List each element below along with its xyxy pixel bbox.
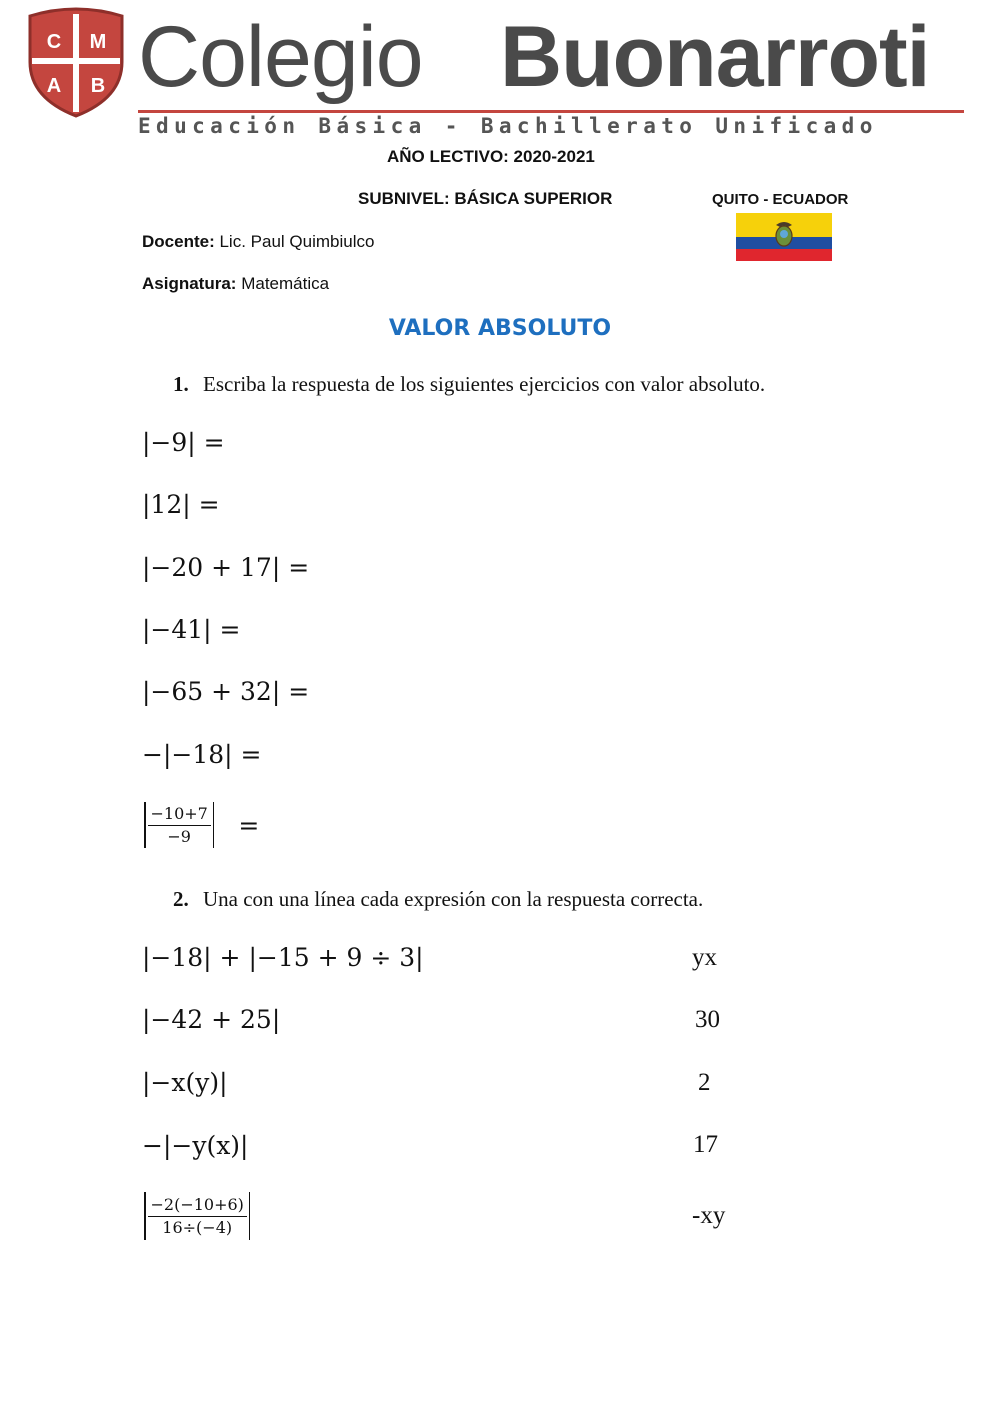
exercise-6: −|−18| = [142,740,262,769]
logo-letter-c: C [46,31,62,53]
page-title: VALOR ABSOLUTO [388,316,612,341]
ecuador-flag-icon [736,213,832,261]
sublevel: SUBNIVEL: BÁSICA SUPERIOR [358,189,613,208]
teacher-label: Docente: [142,232,215,251]
logo-word-colegio: Colegio [138,9,423,105]
logo-tagline: Educación Básica - Bachillerato Unificado [138,114,878,138]
subject-line [142,274,329,294]
exercise-5: |−65 + 32| = [142,677,310,706]
exercise-7-fraction [148,804,211,847]
match-expression-5-fraction [148,1195,247,1238]
exercise-7 [142,802,259,848]
teacher-name: Lic. Paul Quimbiulco [219,232,375,251]
section1-number: 1. [173,372,189,396]
subject-label: Asignatura: [142,274,237,293]
location: QUITO - ECUADOR [712,191,849,208]
exercise-1: |−9| = [142,428,225,457]
match-answer-4[interactable]: 17 [693,1131,718,1158]
logo-letter-b: B [90,75,106,97]
teacher-line [142,232,374,252]
exercise-7-equals: = [238,810,260,840]
logo-letter-m: M [89,31,107,53]
section1-instruction [173,372,765,397]
logo-word-buonarroti: Buonarroti [500,9,930,105]
match-answer-2[interactable]: 30 [695,1006,720,1033]
exercise-3: |−20 + 17| = [142,553,310,582]
exercise-7-numerator: −10+7 [148,804,211,826]
match-answer-3[interactable]: 2 [698,1069,711,1096]
subject-name: Matemática [241,274,330,293]
school-year: AÑO LECTIVO: 2020-2021 [387,147,595,166]
logo-divider [138,110,964,113]
match-expression-5 [142,1192,252,1240]
section2-instruction [173,887,703,912]
match-expression-4: −|−y(x)| [142,1131,249,1160]
match-expression-5-numerator: −2(−10+6) [148,1195,247,1217]
exercise-4: |−41| = [142,615,241,644]
exercise-7-denominator: −9 [167,826,191,846]
section2-text: Una con una línea cada expresión con la respuesta correcta. [203,887,704,911]
section2-number: 2. [173,887,189,911]
match-expression-3: |−x(y)| [142,1068,228,1097]
match-expression-2: |−42 + 25| [142,1005,281,1034]
section1-text: Escriba la respuesta de los siguientes ejercicios con valor absoluto. [203,372,766,396]
exercise-2: |12| = [142,490,220,519]
match-expression-5-denominator: 16÷(−4) [162,1217,233,1237]
match-answer-5[interactable]: -xy [692,1202,726,1229]
school-shield-logo [24,6,128,118]
logo-letter-a: A [46,75,62,97]
match-answer-1[interactable]: yx [692,944,717,971]
match-expression-1: |−18| + |−15 + 9 ÷ 3| [142,943,424,972]
